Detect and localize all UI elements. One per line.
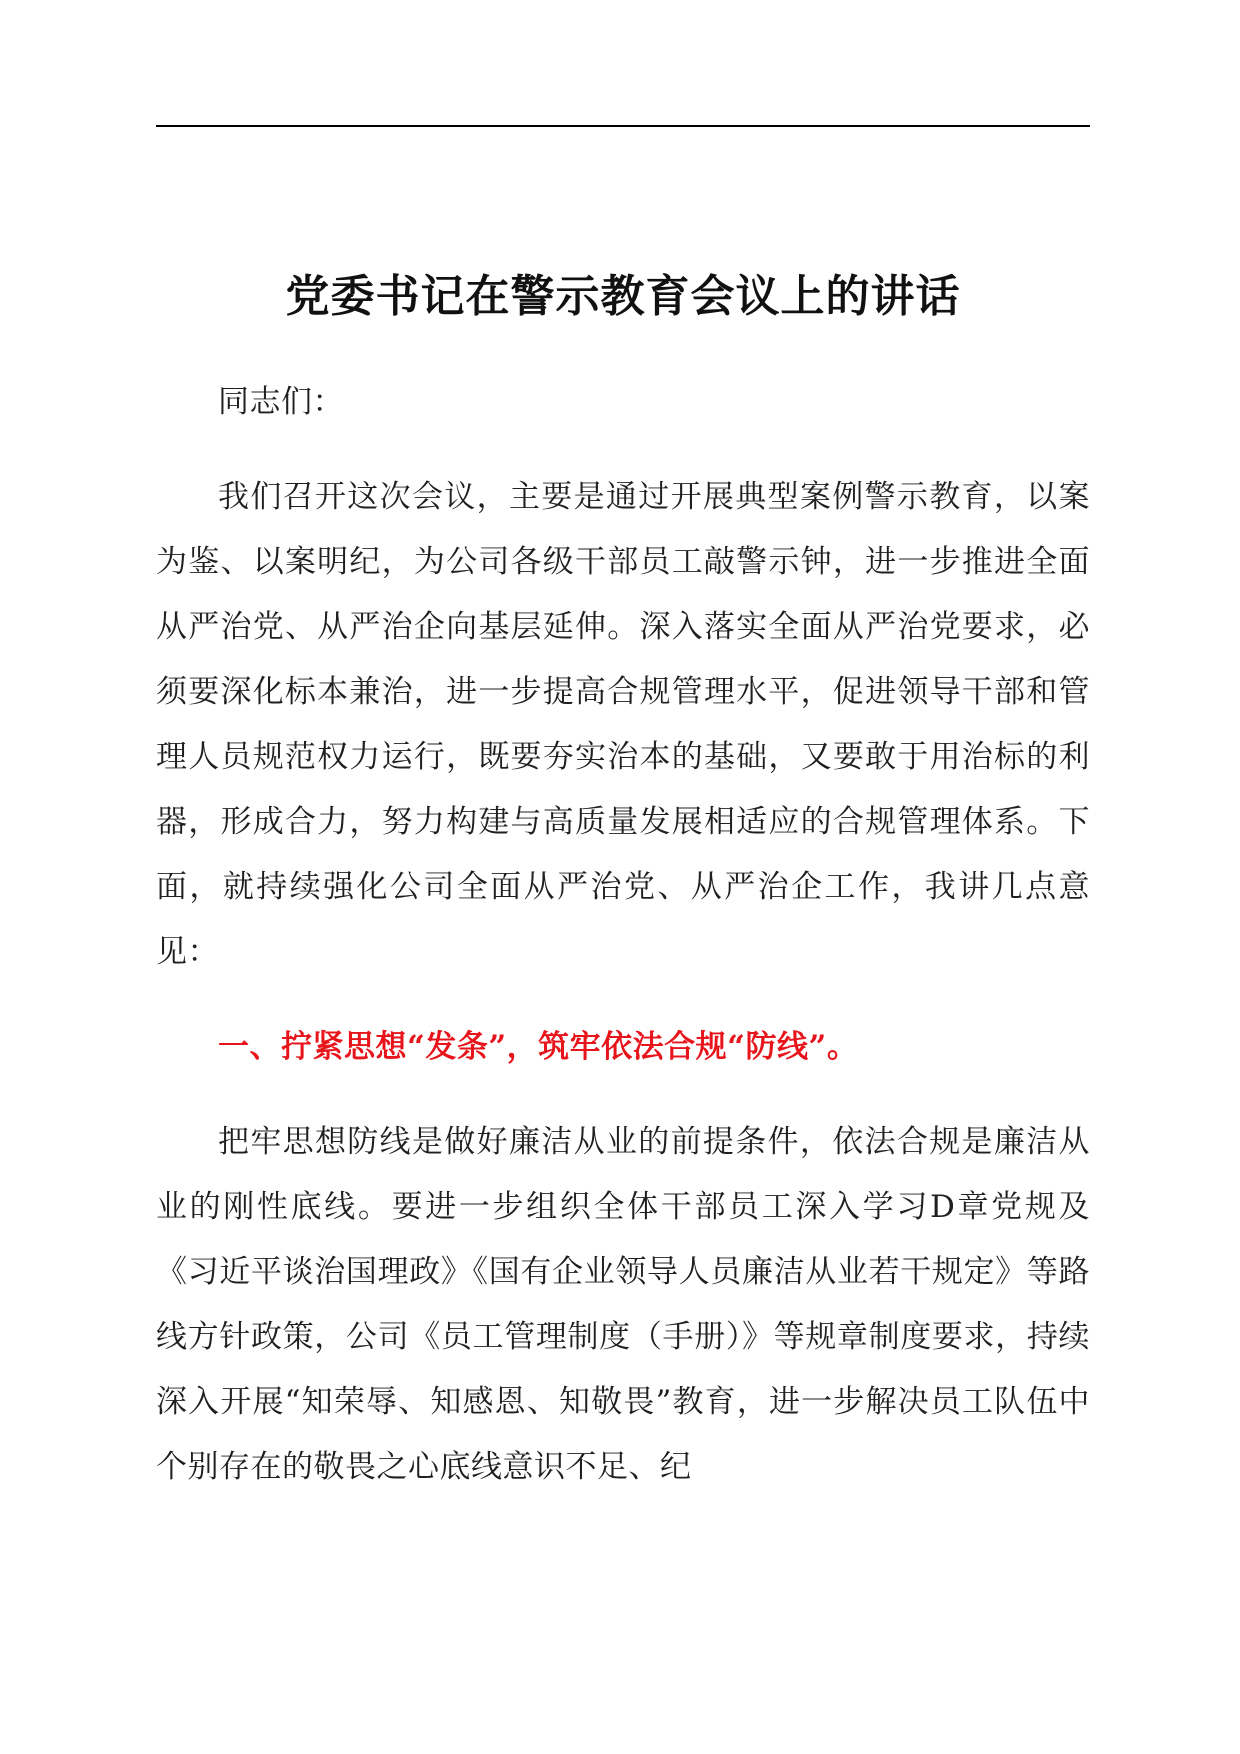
section-heading-1: 一、拧紧思想“发条”，筑牢依法合规“防线”。 bbox=[218, 1029, 859, 1065]
document-body bbox=[156, 370, 1090, 1500]
intro-paragraph: 我们召开这次会议，主要是通过开展典型案例警示教育，以案为鉴、以案明纪，为公司各级干部员工敲警示钟，进一步推进全面从严治党、从严治企向基层延伸。深入落实全面从严治党要求，必须要深化标本兼治，进一步提高合规管理水平，促进领导干部和管理人员规范权力运行，既要夯实治本的基础，又要敢于用治标的利器，形成合力，努力构建与高质量发展相适应的合规管理体系。下面，就持续强化公司全面从严治党、从严治企工作，我讲几点意见： bbox=[156, 479, 1090, 970]
header-rule bbox=[156, 125, 1090, 127]
salutation: 同志们： bbox=[218, 384, 344, 420]
section-paragraph-1: 把牢思想防线是做好廉洁从业的前提条件，依法合规是廉洁从业的刚性底线。要进一步组织全体干部员工深入学习D章党规及《习近平谈治国理政》《国有企业领导人员廉洁从业若干规定》等路线方针政策，公司《员工管理制度（手册）》等规章制度要求，持续深入开展“知荣辱、知感恩、知敬畏”教育，进一步解决员工队伍中个别存在的敬畏之心底线意识不足、纪 bbox=[156, 1124, 1090, 1485]
document-title: 党委书记在警示教育会议上的讲话 bbox=[285, 271, 961, 322]
